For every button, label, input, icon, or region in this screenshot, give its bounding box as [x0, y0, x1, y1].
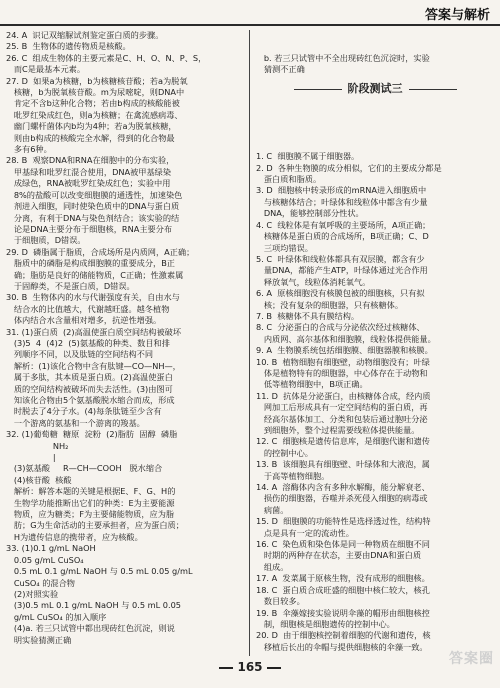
text-line: 经高尔基体加工、分类和包装后通过胞吐分泌: [256, 413, 428, 424]
text-line: 幽门螺杆菌体内b均为4种；若a为脱氧核糖，: [6, 121, 177, 132]
text-line: b. 若三只试管中不全出现砖红色沉淀时，实验: [256, 52, 430, 63]
right-column: [256, 30, 494, 658]
text-line: 吡罗红染成红色，则a为核糖；在禽流感病毒、: [6, 109, 183, 120]
text-line: (3)5 4 (4)2 (5)氨基酸的种类、数目和排: [6, 337, 170, 348]
header-rule: [0, 24, 500, 26]
text-line: NH₂: [6, 440, 69, 451]
text-line: H为遗传信息的携带者，应为核酸。: [6, 531, 143, 542]
text-line: 9. A 生物膜系统包括细胞膜、细胞器膜和核膜。: [256, 345, 433, 356]
left-column: [6, 30, 244, 658]
text-line: 11. D 抗体是分泌蛋白，由核糖体合成，经内质: [256, 390, 431, 401]
text-line: 量DNA，都能产生ATP，叶绿体通过光合作用: [256, 265, 428, 276]
column-divider: [249, 30, 250, 656]
text-line: 8. C 分泌蛋白的合成与分泌依次经过核糖体、: [256, 322, 425, 333]
text-line: 2. D 各种生物膜的成分相似，它们的主要成分都是: [256, 162, 442, 173]
text-line: 6. A 原核细胞没有核膜包被的细胞核，只有拟: [256, 288, 425, 299]
text-line: 组成。: [256, 561, 289, 572]
text-line: 10. B 植物细胞有细胞壁，动物细胞没有；叶绿: [256, 356, 430, 367]
text-line: 确；脂肪是良好的储能物质，C正确；性激素属: [6, 269, 184, 280]
text-line: 损伤的细胞器，吞噬并杀死侵入细胞的病毒或: [256, 493, 428, 504]
title-rule-left: [294, 89, 342, 90]
text-line: (4)核苷酸 核酸: [6, 474, 72, 485]
text-line: 时期的两种存在状态，主要由DNA和蛋白质: [256, 550, 422, 561]
text-line: 肪；G为生命活动的主要承担者，应为蛋白质；: [6, 520, 184, 531]
text-line: 移植后长出的伞帽与提供细胞核的伞藻一致。: [256, 641, 428, 652]
text-line: 结合水的比值越大，代谢越旺盛。越冬植物: [6, 303, 170, 314]
text-line: 17. A 发菜属于原核生物，没有成形的细胞核。: [256, 573, 430, 584]
text-line: 核；没有复杂的细胞器，只有核糖体。: [256, 299, 404, 310]
page-number: [0, 660, 500, 674]
text-line: (2)对照实验: [6, 588, 59, 599]
text-line: 29. D 磷脂属于脂质，合成场所是内质网，A正确；: [6, 246, 195, 257]
text-line: 论是DNA主要分布于细胞核，RNA主要分布: [6, 223, 173, 234]
text-line: 于固醇类，不是蛋白质，D错误。: [6, 280, 135, 291]
text-line: 到细胞外，整个过程需要线粒体提供能量。: [256, 425, 420, 435]
watermark-logo: 答案圈: [449, 651, 494, 667]
text-line: 7. B 核糖体不具有膜结构。: [256, 310, 360, 321]
text-line: 26. C 组成生物体的主要元素是C、H、O、N、P、S，: [6, 52, 207, 63]
text-line: 30. B 生物体内的水与代谢强度有关，自由水与: [6, 292, 180, 303]
header-title: 答案与解析: [424, 8, 490, 23]
text-line: 体是植物特有的细胞器，中心体存在于动物和: [256, 367, 428, 378]
text-line: 多有6种。: [6, 144, 52, 155]
text-line: 0.05 g/mL CuSO₄: [6, 554, 84, 565]
text-line: 0.5 mL 0.1 g/mL NaOH 与 0.5 mL 0.05 g/mL: [6, 566, 193, 577]
page-header: [0, 0, 500, 26]
text-line: g/mL CuSO₄ 的加入顺序: [6, 611, 107, 622]
text-line: 20. D 由于细胞核控制着细胞的代谢和遗传，核: [256, 630, 431, 641]
page-footer: [0, 651, 500, 682]
text-line: 3. D 细胞核中转录形成的mRNA进入细胞质中: [256, 185, 427, 196]
text-line: 猜测不正确: [256, 64, 305, 75]
section-title: [256, 80, 494, 96]
text-line: 释放氧气，线粒体消耗氧气。: [256, 276, 371, 287]
text-line: 明实验猜测正确: [6, 634, 72, 645]
text-line: 的控制中心。: [256, 447, 313, 458]
text-line: 三项均错误。: [256, 242, 313, 253]
text-line: 分离，有利于DNA与染色剂结合；该实验的结: [6, 212, 180, 223]
text-line: 4. C 线粒体是有氧呼吸的主要场所，A项正确；: [256, 219, 431, 230]
text-line: 低等植物细胞中，B项正确。: [256, 379, 368, 390]
text-line: 解析：解答本题的关键是根据E、F、G、H的: [6, 486, 176, 497]
text-line: 物质，应为糖类；F为主要储能物质，应为脂: [6, 509, 175, 520]
text-line: (3)0.5 mL 0.1 g/mL NaOH 与 0.5 mL 0.05: [6, 600, 182, 611]
text-line: 成绿色，RNA被吡罗红染成红色；实验中用: [6, 178, 171, 189]
text-line: 属于多肽，其本质是蛋白质。(2)高温使蛋白: [6, 372, 173, 383]
text-line: 体内结合水含量相对增多，抗逆性增强。: [6, 315, 162, 326]
text-line: 内质网、高尔基体和细胞膜，线粒体提供能量。: [256, 333, 436, 344]
text-line: (3)氨基酸 R—CH—COOH 脱水缩合: [6, 463, 163, 474]
text-line: 核糖，b为脱氧核苷酸。m为尿嘧啶，则DNA中: [6, 87, 185, 98]
text-line: 网加工后形成具有一定空间结构的蛋白质，再: [256, 402, 428, 413]
text-line: 19. B 伞藻嫁接实验说明伞藻的帽形由细胞核控: [256, 607, 430, 618]
text-line: 14. A 溶酶体内含有多种水解酶，能分解衰老、: [256, 482, 430, 493]
text-line: 25. B 生物体的遗传物质是核酸。: [6, 41, 131, 52]
text-line: 则由b构成的核酸完全水解，得到的化合物最: [6, 132, 175, 143]
text-line: 24. A 识记双缩脲试剂鉴定蛋白质的步骤。: [6, 30, 164, 40]
text-line: 5. C 叶绿体和线粒体都具有双层膜，都含有少: [256, 253, 425, 264]
text-line: 制，细胞核是细胞遗传的控制中心。: [256, 618, 395, 629]
text-line: 生物学功能推断出它们的种类：E为主要能源: [6, 497, 175, 508]
text-line: (4)a. 若三只试管中都出现砖红色沉淀，则说: [6, 623, 175, 634]
text-line: 脂质中的磷脂是构成细胞膜的重要成分，B正: [6, 258, 175, 269]
text-line: 13. B 该细胞具有细胞壁、叶绿体和大液泡，属: [256, 459, 430, 470]
text-line: 32. (1)葡萄糖 糖原 淀粉 (2)脂肪 固醇 磷脂: [6, 429, 178, 440]
text-line: 核糖体是蛋白质的合成场所，B项正确；C、D: [256, 231, 429, 242]
text-line: 知该化合物由5个氨基酸脱水缩合而成，形成: [6, 395, 175, 405]
text-line: 质的空间结构被破坏而失去活性。(3)由图可: [6, 383, 173, 394]
text-line: 28. B 观察DNA和RNA在细胞中的分布实验，: [6, 155, 175, 166]
text-line: 肯定不含b这种化合物；若由b构成的核酸能被: [6, 98, 180, 109]
text-line: 解析：(1)该化合物中含有肽键—CO—NH—，: [6, 360, 181, 371]
text-line: 18. C 蛋白质合成旺盛的细胞中核仁较大，核孔: [256, 584, 430, 595]
text-line: 数目较多。: [256, 596, 305, 607]
text-line: 于高等植物细胞。: [256, 470, 330, 481]
text-line: 一个游离的氨基和一个游离的羧基。: [6, 417, 145, 428]
text-line: 剂进入细胞，同时使染色质中的DNA与蛋白质: [6, 201, 180, 212]
text-line: 12. C 细胞核是遗传信息库，是细胞代谢和遗传: [256, 436, 430, 447]
page-number-text: 165: [237, 660, 263, 674]
text-line: |: [6, 452, 56, 463]
text-line: 1. C 细胞膜不属于细胞器。: [256, 151, 360, 162]
text-line: 33. (1)0.1 g/mL NaOH: [6, 543, 96, 554]
text-line: 16. C 染色质和染色体是同一种物质在细胞不同: [256, 539, 430, 550]
text-line: 而C是最基本元素。: [6, 64, 86, 75]
text-line: 蛋白质和脂质。: [256, 174, 322, 185]
text-line: 病菌。: [256, 504, 289, 515]
text-line: 于细胞质，D错误。: [6, 235, 86, 246]
text-line: 点是具有一定的流动性。: [256, 527, 354, 538]
text-line: 15. D 细胞膜的功能特性是选择透过性，结构特: [256, 516, 431, 527]
text-line: 时脱去了4分子水。(4)每条肽链至少含有: [6, 406, 162, 417]
text-line: 甲基绿和吡罗红混合使用，DNA被甲基绿染: [6, 166, 172, 177]
text-line: 8%的盐酸可以改变细胞膜的通透性，加速染色: [6, 189, 183, 200]
text-line: 31. (1)蛋白质 (2)高温使蛋白质空间结构被破坏: [6, 326, 182, 337]
text-line: CuSO₄ 的混合物: [6, 577, 75, 588]
text-line: DNA，能够控制部分性状。: [256, 208, 364, 219]
text-line: 与核糖体结合；叶绿体和线粒体中都含有少量: [256, 196, 428, 207]
title-rule-right: [409, 89, 457, 90]
section-title-text: 阶段测试三: [347, 82, 403, 95]
text-line: 27. D 如果a为核糖，b为核糖核苷酸；若a为脱氧: [6, 75, 188, 86]
text-line: 列顺序不同，以及肽链的空间结构不同: [6, 349, 154, 360]
